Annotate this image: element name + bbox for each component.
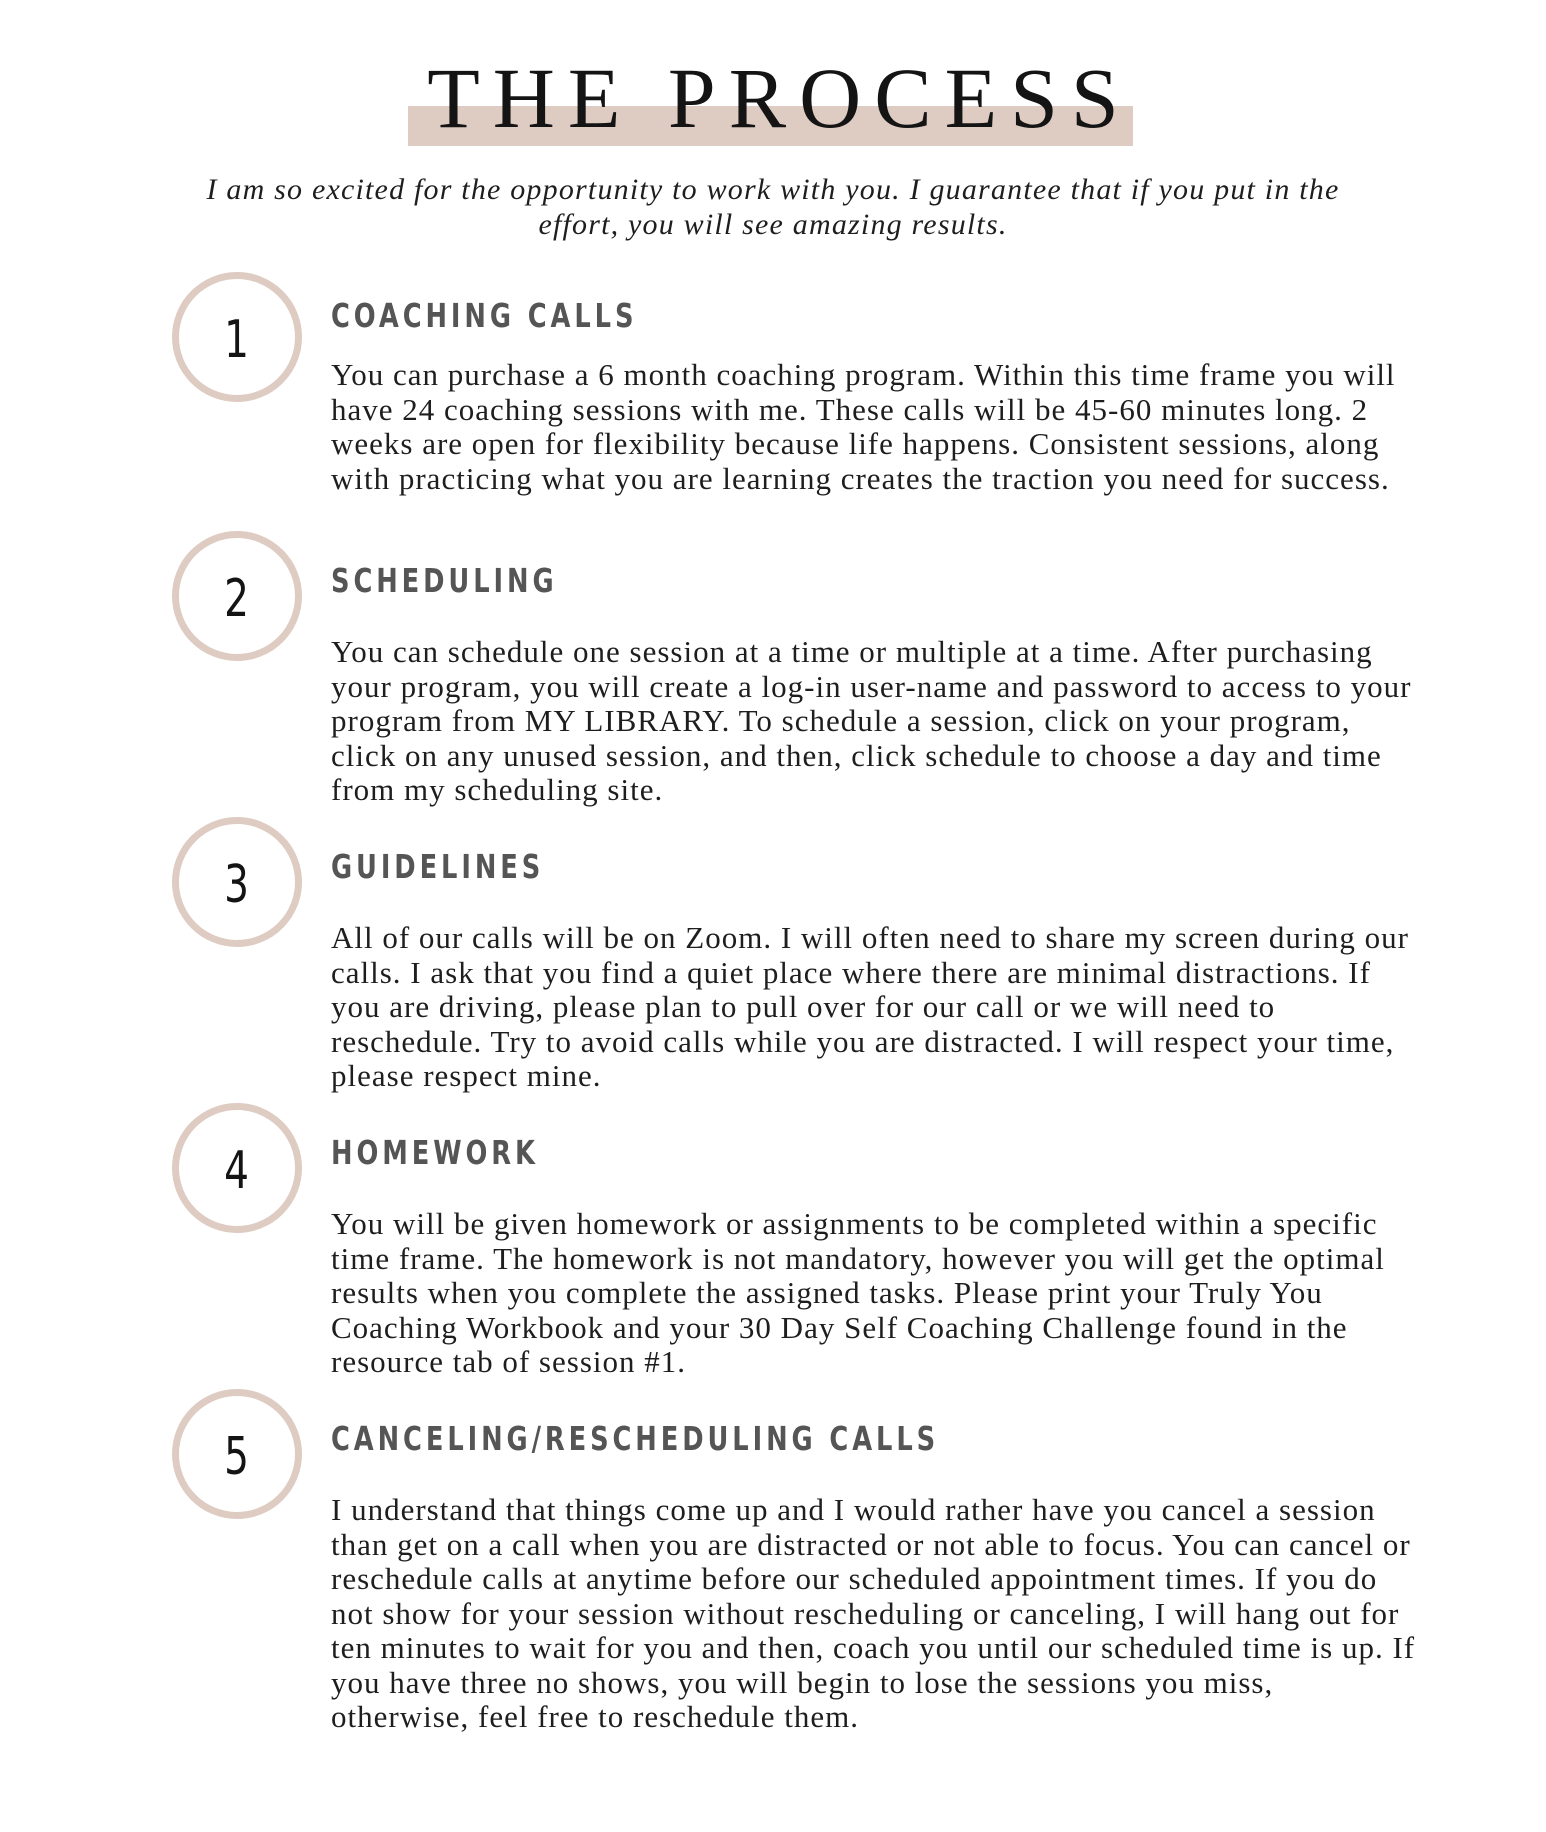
step-number-circle <box>172 531 302 661</box>
step-number: 1 <box>224 310 250 370</box>
step-number-circle <box>172 817 302 947</box>
page-title: THE PROCESS <box>427 50 1132 146</box>
step-number-circle <box>172 1103 302 1233</box>
step-title: COACHING CALLS <box>331 296 638 335</box>
step-number: 3 <box>224 855 250 915</box>
step-body: You can schedule one session at a time or multiple at a time. After purchasing your program, you will create a log-in user-name and password to access to your program from MY LIBRARY. To schedule a session, click on your program, click on any unused session, and then, click schedule to choose a day and time from my scheduling site. <box>331 634 1412 807</box>
step-title: CANCELING/RESCHEDULING CALLS <box>331 1419 940 1458</box>
step-number-circle <box>172 272 302 402</box>
step-number-circle <box>172 1389 302 1519</box>
step-number: 4 <box>224 1141 250 1201</box>
step-title: GUIDELINES <box>331 847 545 886</box>
step-body: You can purchase a 6 month coaching program. Within this time frame you will have 24 coaching sessions with me. These calls will be 45-60 minutes long. 2 weeks are open for flexibility because life happens. Consistent sessions, along with practicing what you are learning creates the traction you need for success. <box>331 357 1396 496</box>
step-number: 5 <box>224 1427 250 1487</box>
step-number: 2 <box>224 569 250 629</box>
intro-text: I am so excited for the opportunity to work with you. I guarantee that if you put in the effort, you will see amazing results. <box>206 173 1340 241</box>
step-body: I understand that things come up and I would rather have you cancel a session than get on a call when you are distracted or not able to focus. You can cancel or reschedule calls at anytime before our scheduled appointment times. If you do not show for your session without rescheduling or canceling, I will hang out for ten minutes to wait for you and then, coach you until our scheduled time is up. If you have three no shows, you will begin to lose the sessions you miss, otherwise, feel free to reschedule them. <box>331 1492 1416 1734</box>
step-body: You will be given homework or assignments to be completed within a specific time frame. The homework is not mandatory, however you will get the optimal results when you complete the assigned tasks. Please print your Truly You Coaching Workbook and your 30 Day Self Coaching Challenge found in the resource tab of session #1. <box>331 1206 1385 1379</box>
page-header <box>0 48 1546 158</box>
step-title: SCHEDULING <box>331 561 558 600</box>
step-body: All of our calls will be on Zoom. I will often need to share my screen during our calls. I ask that you find a quiet place where there are minimal distractions. If you are driving, please plan to pull over for our call or we will need to reschedule. Try to avoid calls while you are distracted. I will respect your time, please respect mine. <box>331 920 1409 1093</box>
step-title: HOMEWORK <box>331 1133 539 1172</box>
